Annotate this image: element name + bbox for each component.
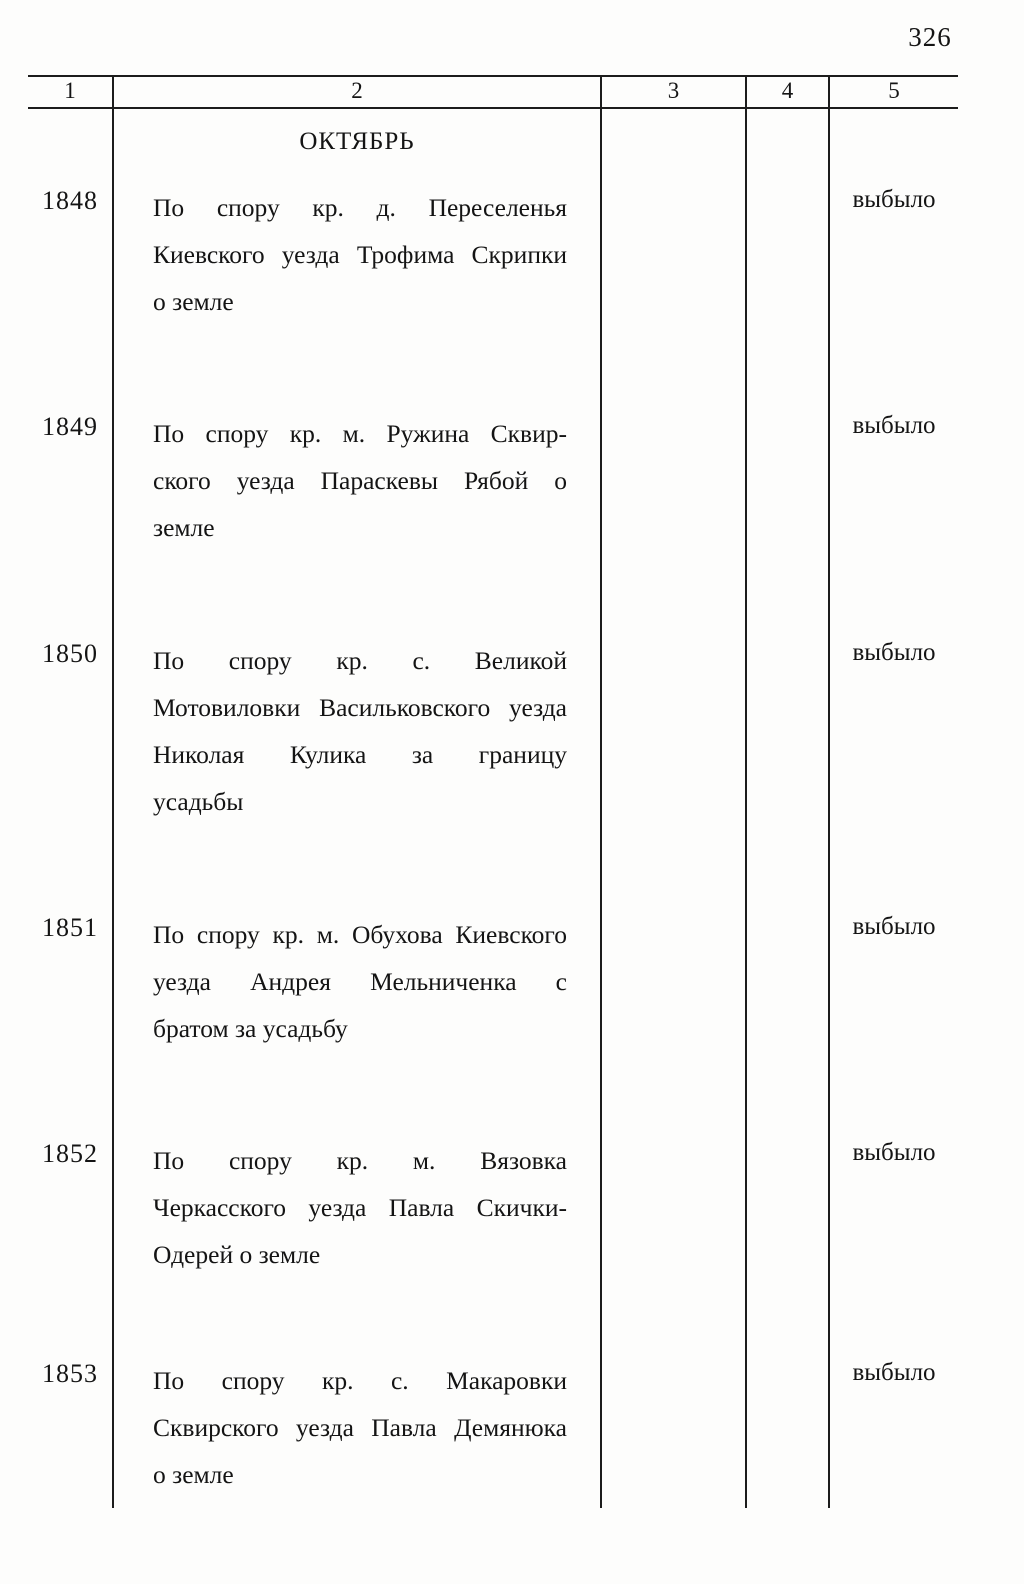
column-header-1: 1	[64, 78, 76, 103]
entry-text-line: Киевского уезда Трофима Скрипки	[153, 240, 567, 269]
page-number: 326	[908, 22, 952, 52]
entry-text-line: По спору кр. с. Великой	[153, 646, 567, 675]
entry-description	[153, 1357, 567, 1498]
entry-text-line: усадьбы	[153, 787, 244, 816]
entry-number: 1853	[42, 1359, 98, 1388]
entry-status: выбыло	[852, 913, 936, 940]
table-header-rule	[28, 107, 958, 109]
entry-number: 1849	[42, 412, 98, 441]
entry-text-line: Николая Кулика за границу	[153, 740, 567, 769]
entry-number: 1852	[42, 1139, 98, 1168]
entry-text-line: земле	[153, 513, 215, 542]
column-header-5: 5	[888, 78, 900, 103]
entry-description	[153, 1137, 567, 1278]
entry-text-line: о земле	[153, 287, 234, 316]
entry-status: выбыло	[852, 1139, 936, 1166]
table-top-rule	[28, 75, 958, 77]
month-heading: ОКТЯБРЬ	[299, 128, 415, 155]
entry-text-line: Мотовиловки Васильковского уезда	[153, 693, 567, 722]
entry-text-line: Сквирского уезда Павла Демянюка	[153, 1413, 567, 1442]
table-column-headers	[0, 78, 1024, 106]
entry-status: выбыло	[852, 1359, 936, 1386]
entry-number: 1851	[42, 913, 98, 942]
entry-text-line: По спору кр. с. Макаровки	[153, 1366, 567, 1395]
entry-status: выбыло	[852, 412, 936, 439]
table-column-divider-3	[745, 75, 747, 1508]
entry-number: 1848	[42, 186, 98, 215]
entry-description	[153, 911, 567, 1052]
entry-number: 1850	[42, 639, 98, 668]
entry-status: выбыло	[852, 186, 936, 213]
entry-text-line: По спору кр. м. Обухова Киевского	[153, 920, 567, 949]
entry-text-line: Черкасского уезда Павла Скички-	[153, 1193, 567, 1222]
entry-status: выбыло	[852, 639, 936, 666]
entry-text-line: По спору кр. м. Вязовка	[153, 1146, 567, 1175]
entry-text-line: По спору кр. м. Ружина Сквир-	[153, 419, 567, 448]
table-column-divider-2	[600, 75, 602, 1508]
entry-text-line: братом за усадьбу	[153, 1014, 348, 1043]
entry-description	[153, 637, 567, 825]
entry-text-line: уезда Андрея Мельниченка с	[153, 967, 567, 996]
entry-text-line: Одерей о земле	[153, 1240, 321, 1269]
column-header-2: 2	[351, 78, 363, 103]
entry-text-line: По спору кр. д. Переселенья	[153, 193, 567, 222]
column-header-4: 4	[781, 78, 794, 103]
table-column-divider-1	[112, 75, 114, 1508]
entry-text-line: ского уезда Параскевы Рябой о	[153, 466, 567, 495]
entry-text-line: о земле	[153, 1460, 234, 1489]
column-header-3: 3	[667, 78, 680, 103]
entry-description	[153, 410, 567, 551]
entry-description	[153, 184, 567, 325]
table-column-divider-4	[828, 75, 830, 1508]
